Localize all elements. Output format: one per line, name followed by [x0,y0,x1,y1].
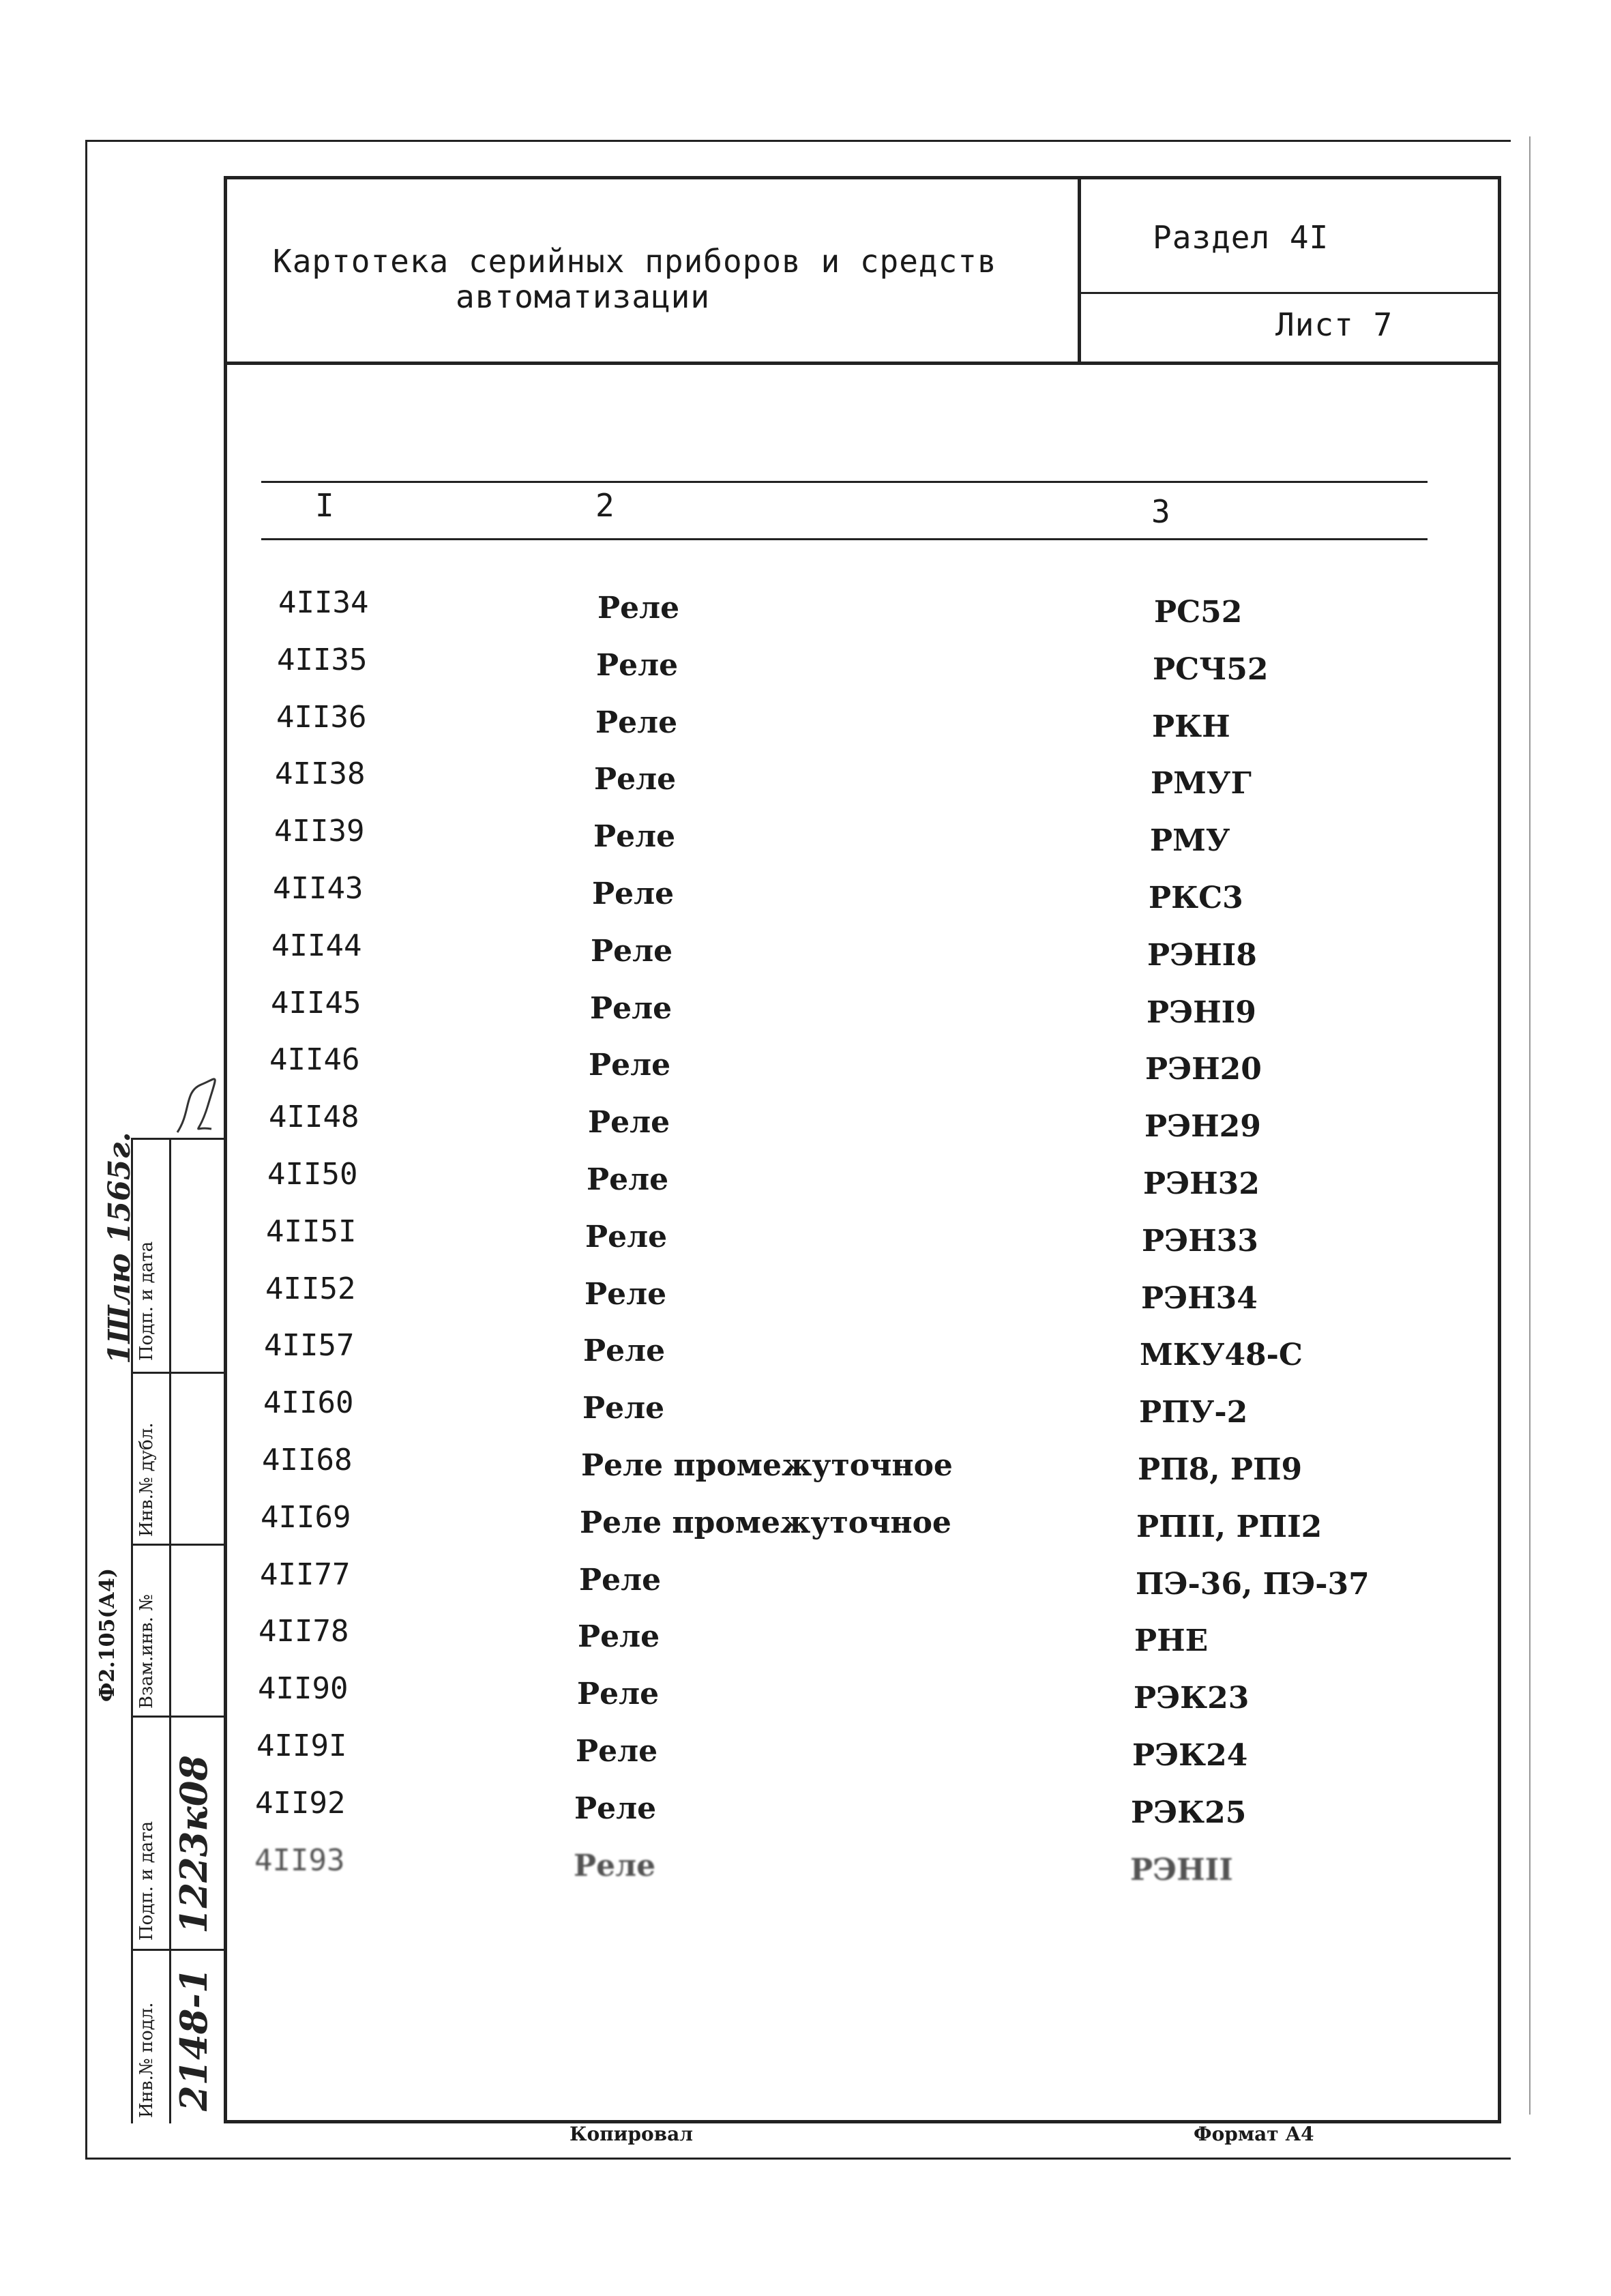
row-name: Реле [574,1849,656,1883]
form-code: Ф2.105(А4) [95,1568,119,1702]
stamp-divider-2 [131,1544,224,1546]
row-code: 4II68 [262,1443,353,1477]
row-type: РС52 [1154,595,1243,630]
signature-scribble [171,1064,225,1139]
title-block-divider [1078,176,1081,364]
column-header-2: 2 [595,487,615,524]
row-name: Реле [574,1791,657,1826]
row-code: 4II35 [277,643,368,677]
row-code: 4II44 [271,928,362,963]
row-type: РЭН34 [1141,1281,1258,1316]
row-code: 4II90 [258,1671,349,1706]
inner-frame-right [1498,176,1501,2123]
row-type: РПУ-2 [1139,1395,1248,1430]
row-type: РНЕ [1134,1623,1209,1658]
row-name: Реле [576,1734,658,1769]
stamp-border-mid [169,1138,171,2123]
outer-frame-bottom [85,2158,1511,2160]
row-name: Реле [589,1048,671,1083]
row-name: Реле [582,1391,665,1426]
row-code: 4II36 [276,700,367,735]
row-code: 4II69 [261,1500,351,1535]
row-type: МКУ48-С [1140,1338,1303,1372]
row-type: РП8, РП9 [1138,1452,1303,1487]
row-type: РЭН33 [1142,1224,1258,1259]
outer-frame-top [85,140,1511,142]
row-type: РКН [1152,709,1230,744]
row-name: Реле [593,819,676,854]
column-header-3: 3 [1151,493,1171,530]
row-code: 4II9I [256,1728,347,1763]
row-type: РСЧ52 [1153,652,1269,687]
row-name: Реле [594,762,677,797]
footer-format: Формат А4 [1194,2123,1314,2145]
row-type: ПЭ-36, ПЭ-37 [1136,1567,1370,1602]
handwritten-signature: 1Шлю 1565г. [102,1132,137,1364]
row-code: 4II43 [273,871,364,906]
row-name: Реле [585,1220,668,1254]
row-code: 4II38 [275,756,366,791]
outer-frame-left [85,140,87,2159]
row-name: Реле [592,877,675,911]
row-name: Реле [596,648,679,683]
row-code: 4II92 [255,1786,346,1821]
row-type: РЭН32 [1143,1166,1260,1201]
row-name: Реле [577,1677,660,1711]
row-name: Реле [585,1277,667,1312]
row-code: 4II93 [254,1843,345,1878]
row-name: Реле [595,705,678,740]
inner-frame-top [224,176,1501,179]
row-type: РЭН20 [1145,1052,1262,1087]
row-name: Реле [597,591,680,625]
stamp-label-replaced-inv: Взам.инв. № [136,1594,157,1709]
stamp-divider-4 [131,1949,224,1951]
table-header-bottom-rule [261,538,1428,540]
inner-frame-left [224,176,227,2123]
row-name: Реле [583,1334,666,1368]
stamp-label-sign-date-2: Подп. и дата [136,1241,157,1361]
row-name: Реле [590,991,673,1026]
title-block-bottom [224,362,1501,365]
row-code: 4II60 [263,1385,354,1420]
row-type: РКС3 [1149,881,1243,915]
stamp-divider-3 [131,1716,224,1718]
table-header-top-rule [261,481,1428,483]
handwritten-inv-number: 2148-1 [172,1967,216,2111]
row-type: РПII, РПI2 [1136,1510,1322,1544]
row-type: РЭК24 [1132,1738,1248,1773]
row-type: РЭК23 [1134,1681,1250,1716]
row-type: РЭНI9 [1147,995,1256,1030]
row-type: РМУГ [1151,766,1252,801]
row-type: РЭК25 [1131,1795,1247,1830]
row-code: 4II5I [266,1214,357,1249]
row-name: Реле [591,934,673,969]
row-name: Реле [588,1105,670,1140]
column-header-1: I [315,487,335,524]
row-type: РЭНII [1130,1853,1233,1887]
row-code: 4II52 [265,1271,356,1306]
row-type: РМУ [1150,823,1230,858]
row-code: 4II78 [258,1614,349,1649]
stamp-label-inv-no: Инв.№ подл. [136,2002,157,2118]
doc-title-line2: автоматизации [456,278,711,315]
section-sheet-divider [1078,292,1498,294]
stamp-label-dup-inv: Инв.№ дубл. [136,1422,157,1537]
row-code: 4II34 [278,585,369,620]
row-code: 4II46 [269,1042,360,1077]
row-name: Реле [579,1563,662,1598]
stamp-divider-1 [131,1372,224,1374]
footer-copied: Копировал [570,2123,694,2145]
row-name: Реле промежуточное [581,1448,953,1483]
row-code: 4II50 [267,1157,358,1192]
row-code: 4II57 [264,1328,355,1363]
row-type: РЭНI8 [1147,938,1257,973]
row-code: 4II45 [271,986,361,1020]
row-name: Реле [587,1162,669,1197]
row-name: Реле [578,1619,660,1654]
row-type: РЭН29 [1144,1109,1261,1144]
row-name: Реле промежуточное [580,1505,951,1540]
row-code: 4II77 [260,1557,351,1592]
doc-title-line1: Картотека серийных приборов и средств [273,243,997,280]
section-label: Раздел 4I [1153,219,1329,256]
outer-frame-right [1529,136,1531,2115]
sheet-label: Лист 7 [1275,306,1393,343]
handwritten-date: 1223к08 [172,1755,216,1934]
row-code: 4II48 [269,1100,359,1134]
stamp-label-sign-date-1: Подп. и дата [136,1821,157,1941]
row-code: 4II39 [274,814,365,849]
